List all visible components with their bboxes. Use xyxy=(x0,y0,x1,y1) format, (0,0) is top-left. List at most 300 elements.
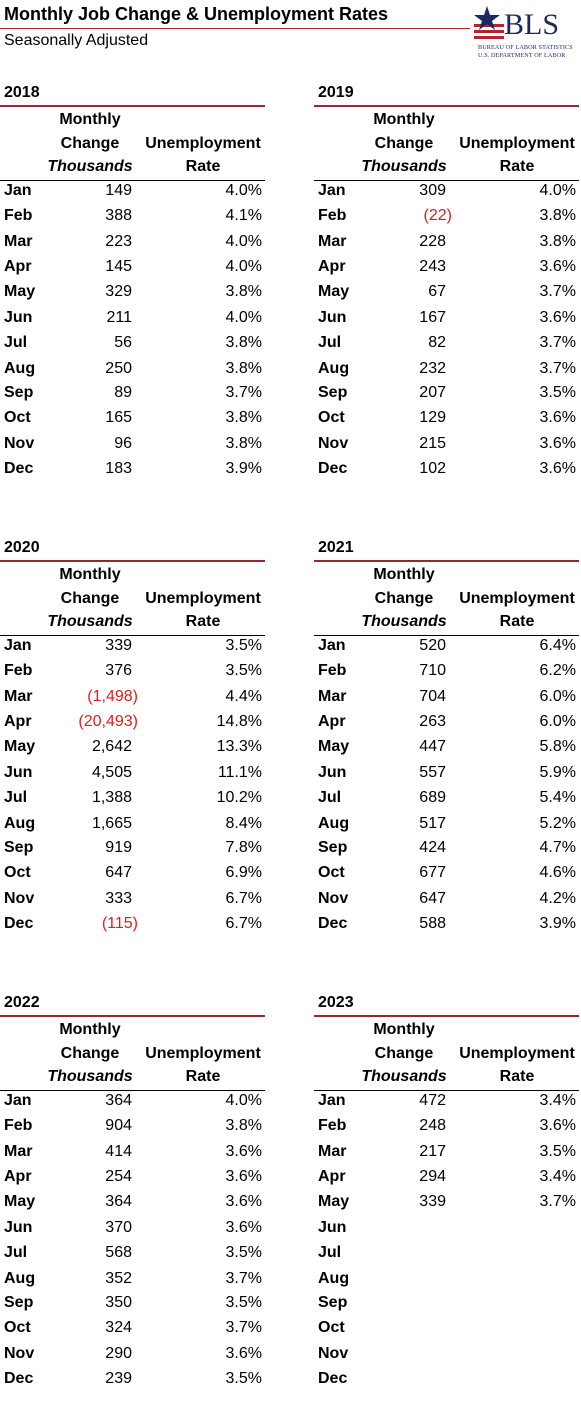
change-value: 217 xyxy=(419,1143,446,1160)
change-value: 223 xyxy=(105,233,132,250)
change-value: 1,665 xyxy=(91,815,132,832)
table-row xyxy=(314,1270,579,1294)
change-value: 309 xyxy=(419,182,446,199)
change-value: 364 xyxy=(105,1193,132,1210)
change-header-line-3: Thousands xyxy=(47,1068,133,1085)
rate-value: 3.6% xyxy=(539,460,576,477)
table-row xyxy=(0,1294,265,1318)
month-label: Jul xyxy=(318,334,342,351)
change-value: 704 xyxy=(419,688,446,705)
table-row xyxy=(314,688,579,712)
change-value: 232 xyxy=(419,360,446,377)
logo-line-1: BUREAU OF LABOR STATISTICS xyxy=(478,44,573,51)
rate-value: 13.3% xyxy=(216,738,262,755)
table-row xyxy=(314,839,579,863)
header-divider xyxy=(314,1090,579,1091)
table-row xyxy=(0,713,265,737)
rate-value: 4.0% xyxy=(225,233,262,250)
rate-value: 4.1% xyxy=(225,207,262,224)
rate-value: 7.8% xyxy=(225,839,262,856)
table-row xyxy=(314,384,579,408)
month-label: Feb xyxy=(4,1117,33,1134)
change-value: 647 xyxy=(105,864,132,881)
change-header-line-1: Monthly xyxy=(59,566,121,583)
year-label: 2020 xyxy=(4,539,40,556)
rate-value: 3.5% xyxy=(225,662,262,679)
month-label: Oct xyxy=(318,409,345,426)
month-label: May xyxy=(318,283,350,300)
rate-value: 3.5% xyxy=(225,637,262,654)
change-value: 388 xyxy=(105,207,132,224)
rate-value: 14.8% xyxy=(216,713,262,730)
table-row xyxy=(0,283,265,307)
rate-value: 5.9% xyxy=(539,764,576,781)
change-header-line-1: Monthly xyxy=(373,566,435,583)
month-label: Apr xyxy=(4,713,32,730)
change-value: 647 xyxy=(419,890,446,907)
month-label: Sep xyxy=(4,839,34,856)
table-row xyxy=(0,233,265,257)
change-value: 588 xyxy=(419,915,446,932)
month-label: Apr xyxy=(318,1168,346,1185)
change-value: 689 xyxy=(419,789,446,806)
table-row xyxy=(314,283,579,307)
table-row xyxy=(0,688,265,712)
rate-value: 3.7% xyxy=(539,360,576,377)
rate-value: 3.9% xyxy=(225,460,262,477)
year-label: 2023 xyxy=(318,994,354,1011)
rate-header-line-1: Unemployment xyxy=(459,135,575,152)
month-label: Jan xyxy=(4,1092,32,1109)
change-value: 919 xyxy=(105,839,132,856)
change-value: 350 xyxy=(105,1294,132,1311)
table-row xyxy=(314,662,579,686)
rate-value: 6.9% xyxy=(225,864,262,881)
rate-value: 3.7% xyxy=(539,1193,576,1210)
month-label: Oct xyxy=(4,1319,31,1336)
rate-value: 6.7% xyxy=(225,890,262,907)
month-label: Apr xyxy=(4,258,32,275)
month-label: Jun xyxy=(318,764,347,781)
rate-value: 3.8% xyxy=(539,207,576,224)
rate-value: 3.5% xyxy=(225,1370,262,1387)
rate-header-line-2: Rate xyxy=(185,158,221,175)
rate-header-line-1: Unemployment xyxy=(145,1045,261,1062)
rate-value: 3.7% xyxy=(225,384,262,401)
rate-value: 3.8% xyxy=(225,1117,262,1134)
table-row xyxy=(0,662,265,686)
month-label: Mar xyxy=(4,688,33,705)
change-value: 2,642 xyxy=(91,738,132,755)
rate-header-line-1: Unemployment xyxy=(145,590,261,607)
change-value: 414 xyxy=(105,1143,132,1160)
change-header-line-3: Thousands xyxy=(361,613,447,630)
month-label: Apr xyxy=(318,713,346,730)
month-label: Dec xyxy=(318,460,348,477)
table-row xyxy=(314,713,579,737)
month-label: Mar xyxy=(4,233,33,250)
change-value: (1,498) xyxy=(87,688,138,705)
table-row xyxy=(0,1143,265,1167)
year-divider xyxy=(0,560,265,562)
change-value: 254 xyxy=(105,1168,132,1185)
page-subtitle: Seasonally Adjusted xyxy=(4,32,149,49)
rate-value: 5.2% xyxy=(539,815,576,832)
rate-value: 6.0% xyxy=(539,713,576,730)
change-header-line-1: Monthly xyxy=(59,111,121,128)
change-value: 167 xyxy=(419,309,446,326)
rate-value: 5.8% xyxy=(539,738,576,755)
table-row xyxy=(0,1219,265,1243)
change-value: 517 xyxy=(419,815,446,832)
year-label: 2019 xyxy=(318,84,354,101)
change-value: 339 xyxy=(419,1193,446,1210)
header-divider xyxy=(314,635,579,636)
month-label: Sep xyxy=(4,384,34,401)
month-label: Sep xyxy=(4,1294,34,1311)
table-row xyxy=(0,1345,265,1369)
change-value: 1,388 xyxy=(91,789,132,806)
change-value: 228 xyxy=(419,233,446,250)
change-value: (22) xyxy=(423,207,452,224)
table-row xyxy=(0,309,265,333)
change-value: 207 xyxy=(419,384,446,401)
month-label: Mar xyxy=(4,1143,33,1160)
month-label: Jan xyxy=(4,637,32,654)
rate-value: 3.6% xyxy=(225,1143,262,1160)
change-value: 710 xyxy=(419,662,446,679)
month-label: Dec xyxy=(4,460,34,477)
table-row xyxy=(0,258,265,282)
table-row xyxy=(0,1244,265,1268)
table-row xyxy=(314,460,579,484)
month-label: Jun xyxy=(318,309,347,326)
month-label: Apr xyxy=(4,1168,32,1185)
change-value: 239 xyxy=(105,1370,132,1387)
rate-header-line-2: Rate xyxy=(499,158,535,175)
rate-value: 4.0% xyxy=(225,258,262,275)
rate-header-line-1: Unemployment xyxy=(459,1045,575,1062)
rate-value: 4.6% xyxy=(539,864,576,881)
change-value: 290 xyxy=(105,1345,132,1362)
table-row xyxy=(314,789,579,813)
month-label: Feb xyxy=(318,207,347,224)
month-label: Feb xyxy=(4,662,33,679)
change-header-line-2: Change xyxy=(60,135,120,152)
rate-value: 4.7% xyxy=(539,839,576,856)
change-value: 904 xyxy=(105,1117,132,1134)
change-value: 324 xyxy=(105,1319,132,1336)
month-label: May xyxy=(318,738,350,755)
rate-value: 3.6% xyxy=(539,409,576,426)
table-row xyxy=(0,764,265,788)
month-label: Jan xyxy=(4,182,32,199)
logo-line-2: U.S. DEPARTMENT OF LABOR xyxy=(478,52,566,59)
month-label: Dec xyxy=(4,1370,34,1387)
change-header-line-2: Change xyxy=(60,590,120,607)
change-value: 165 xyxy=(105,409,132,426)
header-divider xyxy=(0,1090,265,1091)
table-row xyxy=(0,1193,265,1217)
table-row xyxy=(314,1168,579,1192)
month-label: Feb xyxy=(318,1117,347,1134)
month-label: Oct xyxy=(318,864,345,881)
change-value: 677 xyxy=(419,864,446,881)
table-row xyxy=(0,1370,265,1394)
change-value: 294 xyxy=(419,1168,446,1185)
table-row xyxy=(314,1294,579,1318)
table-row xyxy=(0,207,265,231)
rate-value: 6.0% xyxy=(539,688,576,705)
page-title: Monthly Job Change & Unemployment Rates xyxy=(4,4,389,24)
month-label: Sep xyxy=(318,384,348,401)
month-label: Jan xyxy=(318,182,346,199)
year-label: 2021 xyxy=(318,539,354,556)
change-value: 211 xyxy=(106,309,132,326)
table-row xyxy=(314,1143,579,1167)
rate-value: 3.5% xyxy=(539,384,576,401)
change-value: 472 xyxy=(419,1092,446,1109)
month-label: Jun xyxy=(318,1219,347,1236)
change-header-line-3: Thousands xyxy=(361,1068,447,1085)
month-label: Mar xyxy=(318,1143,347,1160)
rate-value: 10.2% xyxy=(216,789,262,806)
month-label: Feb xyxy=(4,207,33,224)
change-header-line-2: Change xyxy=(60,1045,120,1062)
table-row xyxy=(0,360,265,384)
table-row xyxy=(314,1193,579,1217)
change-value: 568 xyxy=(105,1244,132,1261)
rate-header-line-2: Rate xyxy=(499,613,535,630)
rate-value: 3.8% xyxy=(225,409,262,426)
table-row xyxy=(314,1370,579,1394)
month-label: May xyxy=(4,738,36,755)
table-row xyxy=(0,1117,265,1141)
rate-value: 3.8% xyxy=(225,435,262,452)
change-header-line-2: Change xyxy=(374,135,434,152)
year-table-2018 xyxy=(0,84,267,514)
year-label: 2022 xyxy=(4,994,40,1011)
rate-value: 3.6% xyxy=(225,1219,262,1236)
change-value: 149 xyxy=(105,182,132,199)
year-table-2023 xyxy=(314,994,581,1424)
year-divider xyxy=(314,105,579,107)
table-row xyxy=(0,409,265,433)
rate-value: 11.1% xyxy=(217,764,262,781)
change-value: 447 xyxy=(419,738,446,755)
change-value: 557 xyxy=(419,764,446,781)
month-label: Sep xyxy=(318,839,348,856)
change-header-line-3: Thousands xyxy=(47,158,133,175)
rate-value: 5.4% xyxy=(539,789,576,806)
year-table-2021 xyxy=(314,539,581,969)
month-label: Oct xyxy=(4,409,31,426)
rate-value: 3.4% xyxy=(539,1092,576,1109)
month-label: Mar xyxy=(318,688,347,705)
table-row xyxy=(314,182,579,206)
year-label: 2018 xyxy=(4,84,40,101)
change-value: 67 xyxy=(428,283,446,300)
change-value: 364 xyxy=(105,1092,132,1109)
table-row xyxy=(314,258,579,282)
change-value: 89 xyxy=(114,384,132,401)
month-label: Apr xyxy=(318,258,346,275)
rate-value: 3.7% xyxy=(225,1270,262,1287)
header-divider xyxy=(314,180,579,181)
change-value: 250 xyxy=(105,360,132,377)
change-value: 339 xyxy=(105,637,132,654)
rate-value: 4.0% xyxy=(539,182,576,199)
month-label: May xyxy=(4,283,36,300)
month-label: Mar xyxy=(318,233,347,250)
month-label: Feb xyxy=(318,662,347,679)
rate-value: 4.0% xyxy=(225,182,262,199)
month-label: Nov xyxy=(318,890,349,907)
month-label: Aug xyxy=(318,360,350,377)
change-header-line-1: Monthly xyxy=(59,1021,121,1038)
change-header-line-3: Thousands xyxy=(47,613,133,630)
change-value: 263 xyxy=(419,713,446,730)
month-label: Nov xyxy=(318,435,349,452)
rate-value: 4.2% xyxy=(539,890,576,907)
header-divider xyxy=(0,635,265,636)
table-row xyxy=(314,1092,579,1116)
rate-value: 8.4% xyxy=(225,815,262,832)
month-label: Nov xyxy=(318,1345,349,1362)
table-row xyxy=(0,435,265,459)
change-value: 370 xyxy=(105,1219,132,1236)
rate-value: 3.6% xyxy=(225,1168,262,1185)
table-row xyxy=(314,815,579,839)
change-value: 96 xyxy=(114,435,132,452)
month-label: Jul xyxy=(4,789,28,806)
table-row xyxy=(0,1092,265,1116)
table-row xyxy=(314,890,579,914)
table-row xyxy=(314,1319,579,1343)
change-value: 183 xyxy=(105,460,132,477)
month-label: Oct xyxy=(318,1319,345,1336)
change-value: (20,493) xyxy=(78,713,138,730)
table-row xyxy=(314,637,579,661)
header-divider xyxy=(0,180,265,181)
table-row xyxy=(0,334,265,358)
table-row xyxy=(314,334,579,358)
change-header-line-1: Monthly xyxy=(373,111,435,128)
month-label: Jun xyxy=(4,764,33,781)
change-header-line-2: Change xyxy=(374,1045,434,1062)
rate-header-line-2: Rate xyxy=(499,1068,535,1085)
logo-wordmark: BLS xyxy=(504,8,560,41)
change-value: 329 xyxy=(105,283,132,300)
year-table-2019 xyxy=(314,84,581,514)
change-value: 215 xyxy=(419,435,446,452)
month-label: Aug xyxy=(4,815,36,832)
rate-value: 3.6% xyxy=(225,1193,262,1210)
year-table-2022 xyxy=(0,994,267,1424)
table-row xyxy=(0,1168,265,1192)
table-row xyxy=(314,409,579,433)
change-value: 376 xyxy=(105,662,132,679)
table-row xyxy=(0,1319,265,1343)
rate-value: 3.6% xyxy=(539,435,576,452)
rate-header-line-1: Unemployment xyxy=(459,590,575,607)
rate-value: 3.6% xyxy=(539,309,576,326)
table-row xyxy=(0,738,265,762)
change-value: 424 xyxy=(419,839,446,856)
month-label: May xyxy=(318,1193,350,1210)
year-divider xyxy=(314,560,579,562)
year-divider xyxy=(0,105,265,107)
title-divider xyxy=(0,28,470,29)
rate-value: 3.8% xyxy=(225,360,262,377)
month-label: Jul xyxy=(4,1244,28,1261)
month-label: Jul xyxy=(318,1244,342,1261)
change-value: 333 xyxy=(105,890,132,907)
month-label: Nov xyxy=(4,435,35,452)
table-row xyxy=(314,360,579,384)
table-row xyxy=(314,1219,579,1243)
change-value: 102 xyxy=(419,460,446,477)
table-row xyxy=(314,1244,579,1268)
month-label: Oct xyxy=(4,864,31,881)
table-row xyxy=(314,309,579,333)
rate-header-line-2: Rate xyxy=(185,1068,221,1085)
month-label: Dec xyxy=(318,1370,348,1387)
year-table-2020 xyxy=(0,539,267,969)
table-row xyxy=(314,864,579,888)
year-divider xyxy=(314,1015,579,1017)
table-row xyxy=(0,182,265,206)
rate-value: 3.4% xyxy=(539,1168,576,1185)
rate-value: 3.6% xyxy=(539,258,576,275)
table-row xyxy=(314,207,579,231)
change-value: 129 xyxy=(419,409,446,426)
table-row xyxy=(314,1345,579,1369)
change-value: 82 xyxy=(428,334,446,351)
change-header-line-3: Thousands xyxy=(361,158,447,175)
table-row xyxy=(0,637,265,661)
month-label: Jun xyxy=(4,1219,33,1236)
change-value: (115) xyxy=(101,915,138,932)
month-label: Jul xyxy=(318,789,342,806)
table-row xyxy=(314,1117,579,1141)
rate-value: 3.5% xyxy=(539,1143,576,1160)
change-value: 352 xyxy=(105,1270,132,1287)
rate-value: 3.7% xyxy=(225,1319,262,1336)
month-label: Nov xyxy=(4,1345,35,1362)
month-label: Jul xyxy=(4,334,28,351)
rate-value: 3.7% xyxy=(539,334,576,351)
month-label: Jan xyxy=(318,637,346,654)
table-row xyxy=(0,839,265,863)
table-row xyxy=(0,789,265,813)
change-value: 520 xyxy=(419,637,446,654)
rate-value: 3.8% xyxy=(539,233,576,250)
month-label: Aug xyxy=(4,360,36,377)
month-label: May xyxy=(4,1193,36,1210)
rate-value: 6.4% xyxy=(539,637,576,654)
rate-value: 3.6% xyxy=(539,1117,576,1134)
month-label: Sep xyxy=(318,1294,348,1311)
rate-value: 4.4% xyxy=(225,688,262,705)
bls-logo xyxy=(470,4,578,62)
table-row xyxy=(0,890,265,914)
rate-value: 3.5% xyxy=(225,1244,262,1261)
month-label: Dec xyxy=(4,915,34,932)
rate-value: 6.7% xyxy=(225,915,262,932)
month-label: Jan xyxy=(318,1092,346,1109)
rate-header-line-1: Unemployment xyxy=(145,135,261,152)
